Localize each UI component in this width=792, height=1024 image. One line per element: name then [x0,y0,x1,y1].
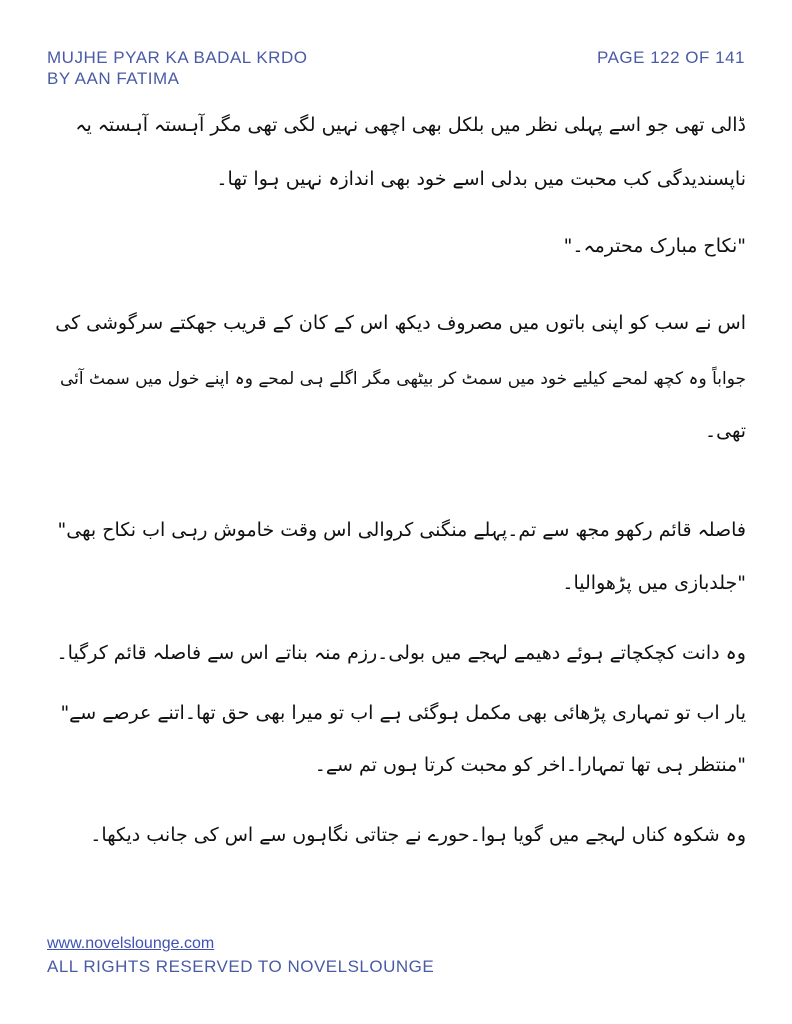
page-number: PAGE 122 OF 141 [597,48,745,67]
book-title: MUJHE PYAR KA BADAL KRDO [47,48,308,67]
text-line-1: ڈالی تھی جو اسے پہلی نظر میں بلکل بھی اچھی نہیں لگی تھی مگر آہستہ آہستہ یہ [75,114,746,136]
text-line-4: اس نے سب کو اپنی باتوں میں مصروف دیکھ اس کے کان کے قریب جھکتے سرگوشی کی [55,312,746,334]
text-line-8: "جلدبازی میں پڑھوالیا۔ [562,572,746,594]
book-author: BY AAN FATIMA [47,69,180,88]
website-link[interactable]: www.novelslounge.com [47,935,215,952]
text-line-6: تھی۔ [704,420,746,442]
text-line-3: "نکاح مبارک محترمہ۔" [563,235,746,257]
text-line-7: فاصلہ قائم رکھو مجھ سے تم۔پہلے منگنی کروالی اس وقت خاموش رہی اب نکاح بھی" [57,519,746,541]
text-line-11: "منتظر ہی تھا تمہارا۔اخر کو محبت کرتا ہوں تم سے۔ [314,754,746,776]
text-line-12: وہ شکوہ کناں لہجے میں گویا ہوا۔حورے نے جتاتی نگاہوں سے اس کی جانب دیکھا۔ [90,824,746,846]
text-line-2: ناپسندیدگی کب محبت میں بدلی اسے خود بھی اندازہ نہیں ہوا تھا۔ [216,168,746,190]
text-line-5: جواباً وہ کچھ لمحے کیلیے خود میں سمٹ کر بیٹھی مگر اگلے ہی لمحے وہ اپنے خول میں سمٹ آئی [59,369,746,389]
text-line-10: یار اب تو تمہاری پڑھائی بھی مکمل ہوگئی ہے اب تو میرا بھی حق تھا۔اتنے عرصے سے" [60,702,746,724]
text-line-9: وہ دانت کچکچاتے ہوئے دھیمے لہجے میں بولی۔رزم منہ بناتے اس سے فاصلہ قائم کرگیا۔ [56,642,746,664]
rights-notice: ALL RIGHTS RESERVED TO NOVELSLOUNGE [47,957,435,976]
